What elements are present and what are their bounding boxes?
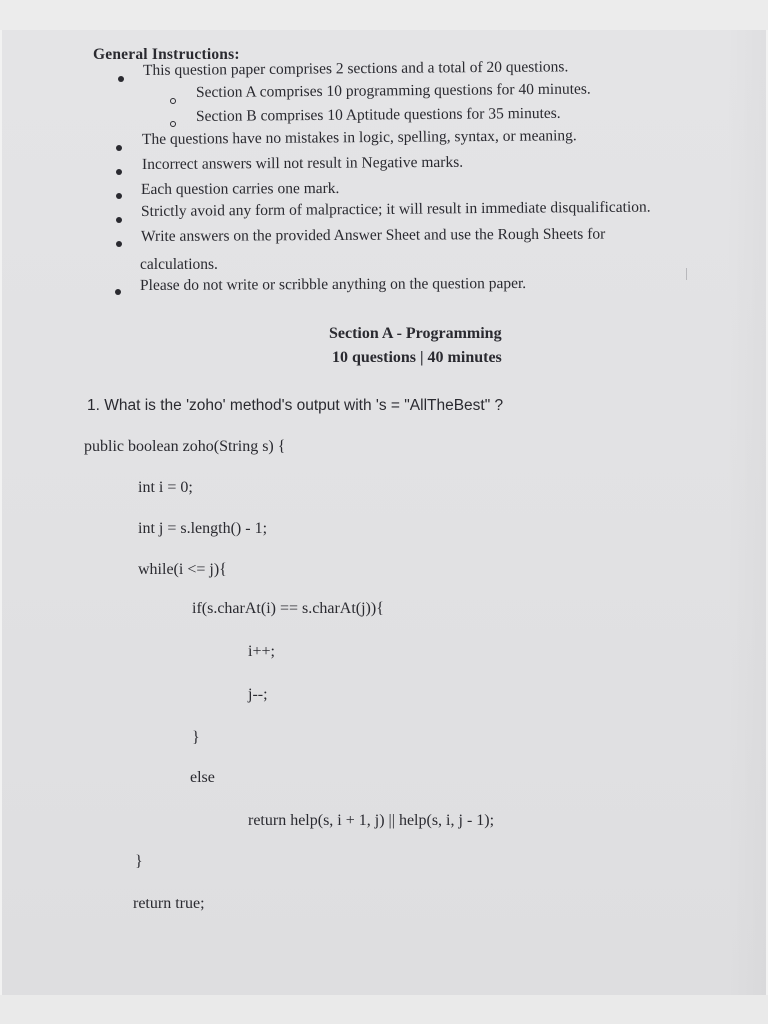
- code-line: public boolean zoho(String s) {: [84, 438, 286, 455]
- question-paper-sheet: [2, 30, 766, 995]
- code-line: }: [192, 729, 200, 746]
- bullet-icon: [116, 169, 122, 175]
- paper-shadow: [726, 30, 766, 995]
- section-subtitle: 10 questions | 40 minutes: [332, 349, 502, 366]
- sub-bullet-icon: [170, 121, 176, 127]
- bullet-icon: [118, 76, 124, 82]
- photo-background-bottom: [0, 995, 768, 1024]
- section-title: Section A - Programming: [329, 325, 502, 342]
- bullet-icon: [116, 145, 122, 151]
- instruction-item: Each question carries one mark.: [140, 179, 340, 198]
- code-line: if(s.charAt(i) == s.charAt(j)){: [192, 600, 384, 617]
- pencil-mark: [686, 268, 687, 280]
- instruction-item: Strictly avoid any form of malpractice; it will result in immediate disqualification.: [140, 198, 651, 220]
- question-text: What is the 'zoho' method's output with 's = "AllTheBest" ?: [104, 397, 504, 414]
- photo-background-top: [0, 0, 768, 30]
- code-line: int i = 0;: [138, 479, 193, 496]
- code-line: }: [135, 853, 143, 870]
- code-line: return help(s, i + 1, j) || help(s, i, j - 1);: [248, 812, 495, 829]
- instruction-item: The questions have no mistakes in logic, spelling, syntax, or meaning.: [141, 127, 577, 148]
- code-line: else: [190, 769, 215, 786]
- instruction-item: Incorrect answers will not result in Negative marks.: [141, 153, 464, 173]
- code-line: i++;: [248, 643, 275, 660]
- bullet-icon: [115, 289, 121, 295]
- instruction-sub-item: Section B comprises 10 Aptitude questions for 35 minutes.: [195, 104, 561, 125]
- sub-bullet-icon: [170, 98, 176, 104]
- bullet-icon: [116, 193, 122, 199]
- instruction-item: This question paper comprises 2 sections and a total of 20 questions.: [142, 58, 569, 79]
- instruction-sub-item: Section A comprises 10 programming questions for 40 minutes.: [195, 80, 591, 101]
- instruction-item: Please do not write or scribble anything on the question paper.: [139, 274, 527, 294]
- general-instructions-title: General Instructions:: [93, 46, 240, 63]
- code-line: return true;: [133, 895, 205, 912]
- bullet-icon: [116, 241, 122, 247]
- question-number: 1.: [87, 397, 100, 414]
- code-line: while(i <= j){: [138, 561, 227, 578]
- code-line: j--;: [248, 686, 268, 703]
- instruction-item: Write answers on the provided Answer Sheet and use the Rough Sheets for: [140, 225, 606, 245]
- code-line: int j = s.length() - 1;: [138, 520, 268, 537]
- instruction-item-continuation: calculations.: [140, 256, 218, 273]
- bullet-icon: [116, 217, 122, 223]
